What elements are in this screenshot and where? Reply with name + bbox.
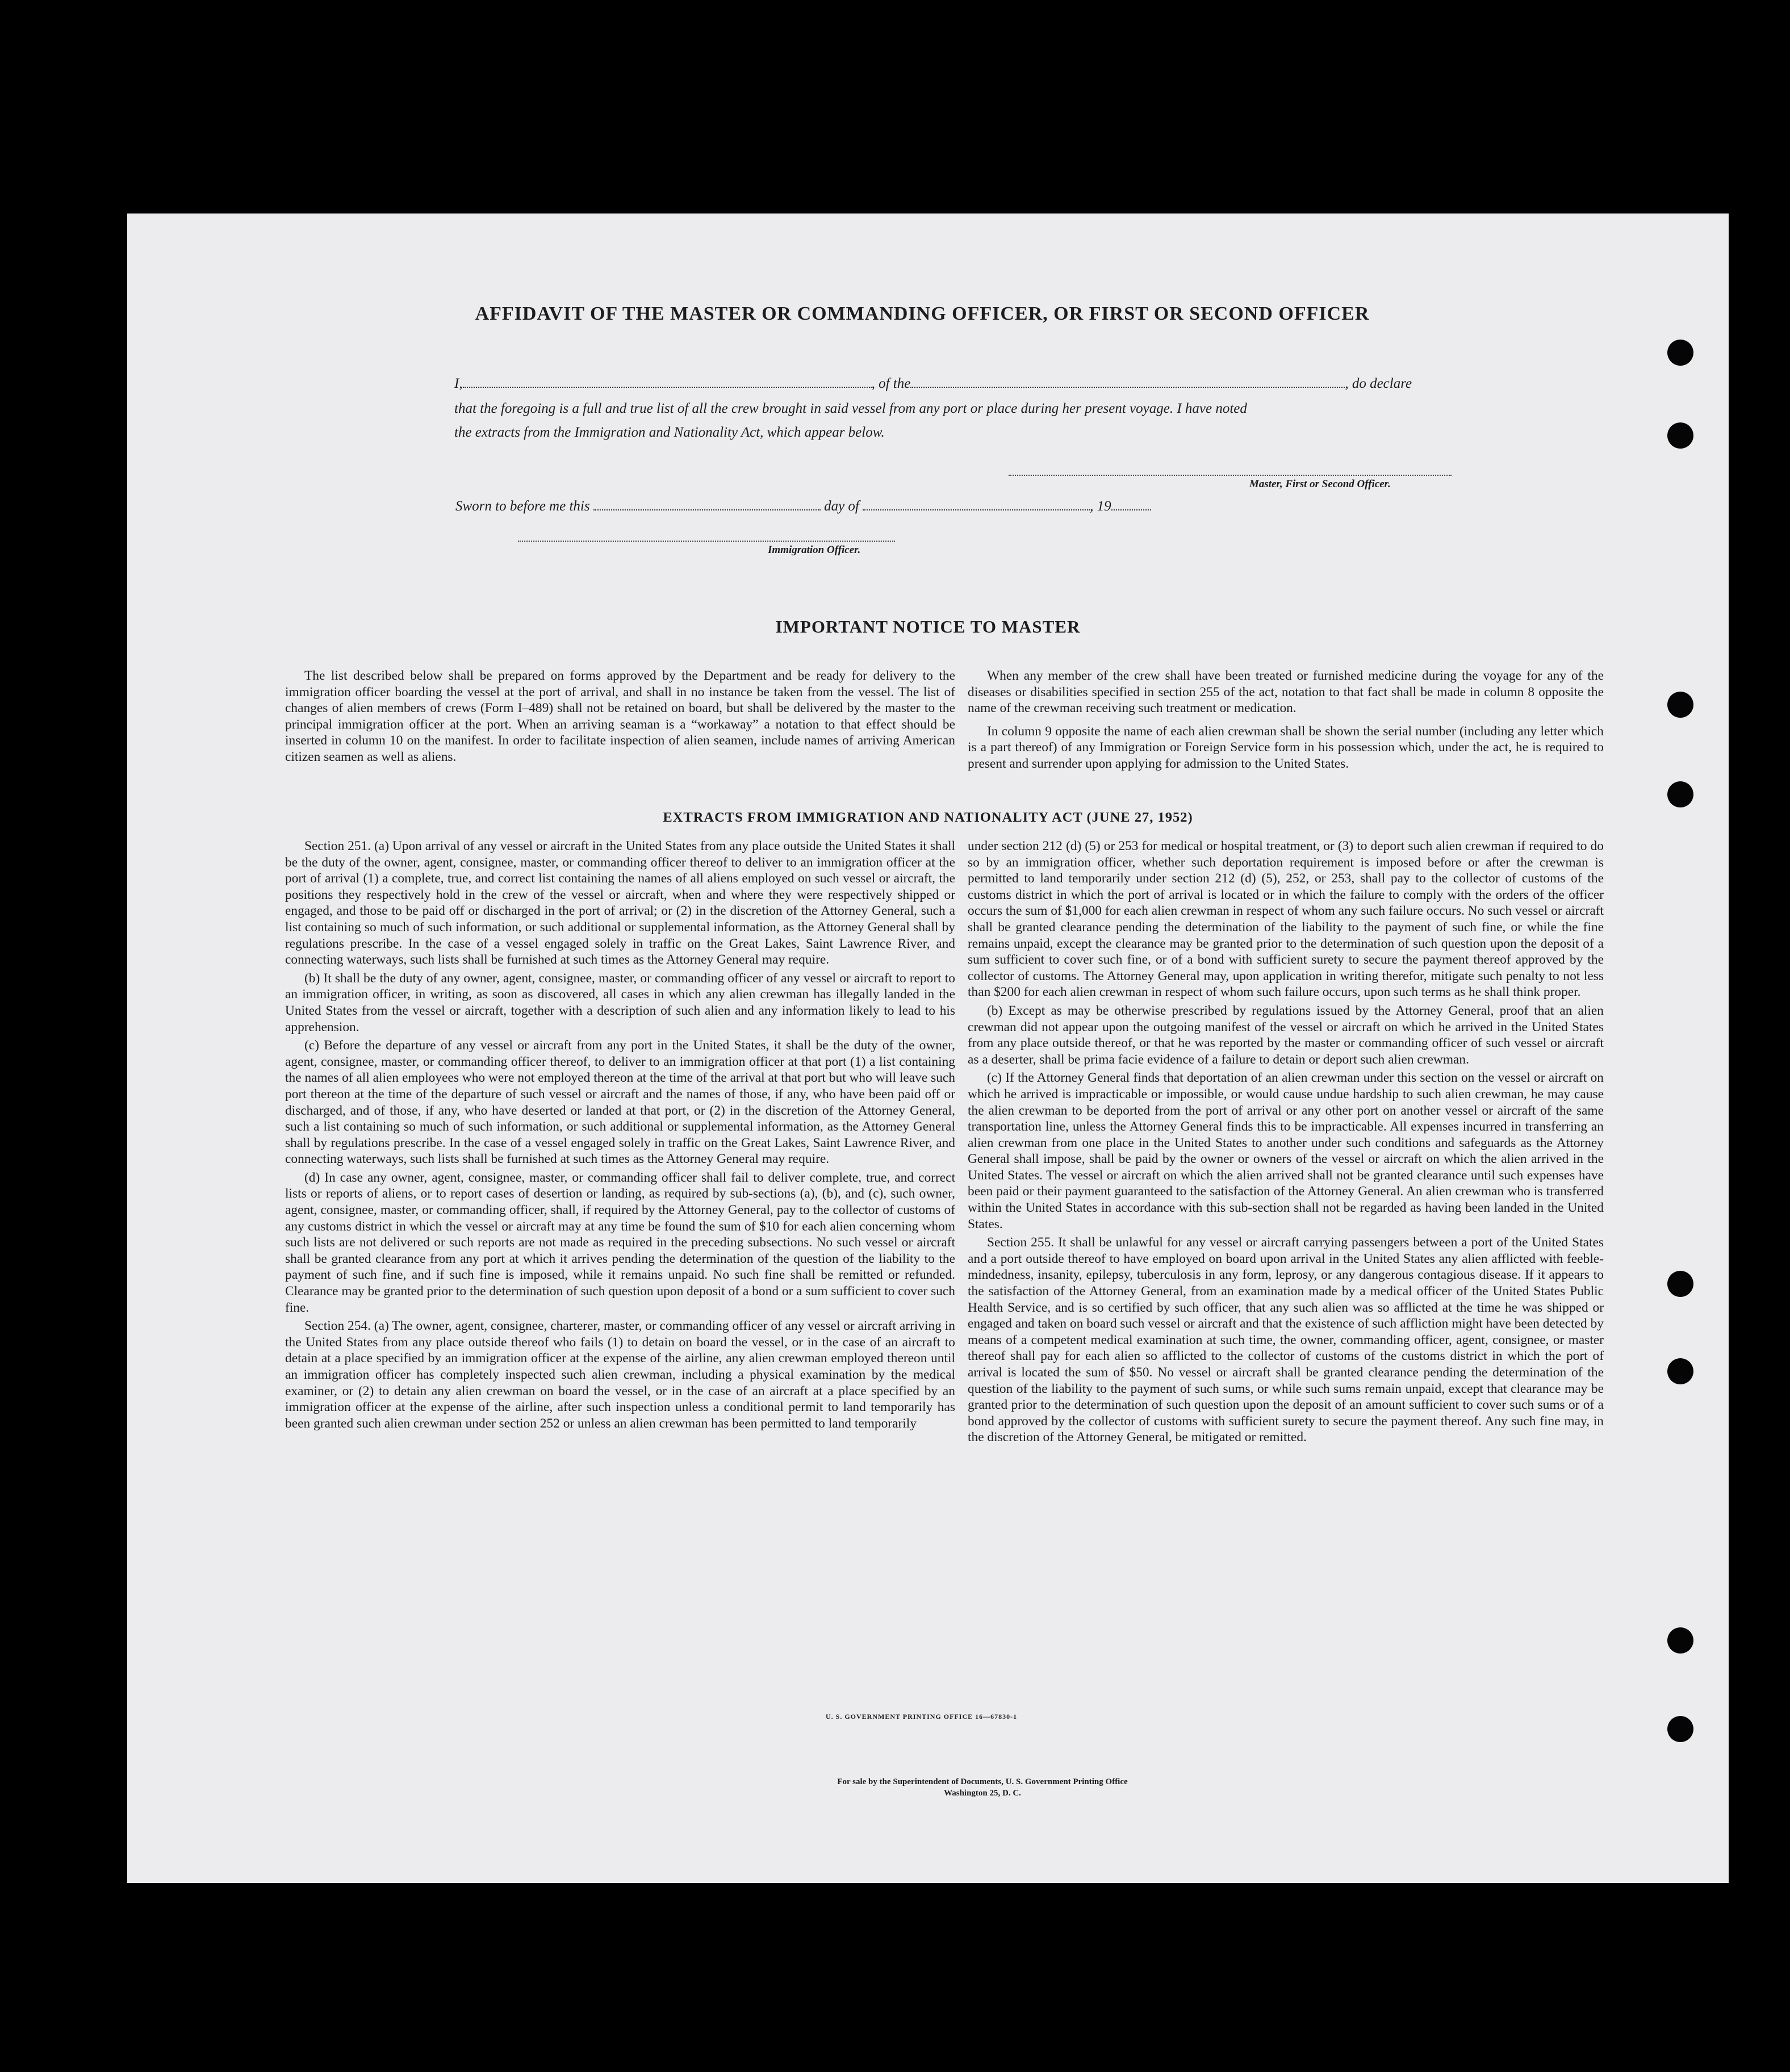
section-paragraph: (b) It shall be the duty of any owner, agent, consignee, master, or commanding officer of any vessel or aircraft to report to an immigration officer, in writing, as soon as discovered, all cases in which any alien crewman has illegally landed in the United States from the vessel or aircraft, together with a description of such alien and any information likely to lead to his apprehension.	[285, 970, 955, 1035]
binder-hole	[1667, 1271, 1693, 1297]
section-paragraph: (c) If the Attorney General finds that deportation of an alien crewman under this section on the vessel or aircraft on which he arrived is impracticable or impossible, or would cause undue hardship to such alien crewman, he may cause the alien crewman to be deported from the port of arrival or any other port on another vessel or aircraft of the same transportation line, unless the Attorney General finds this to be impracticable. All expenses incurred in transferring an alien crewman from one place in the United States to another under such conditions and safeguards as the Attorney General shall impose, shall be paid by the owner or owners of the vessel or aircraft on which the alien arrived in the United States. The vessel or aircraft on which the alien arrived shall not be granted clearance until such expenses have been paid or their payment guaranteed to the satisfaction of the Attorney General. An alien crewman who is transferred within the United States in accordance with this sub-section shall not be regarded as having been landed in the United States.	[968, 1070, 1604, 1232]
notice-paragraph: When any member of the crew shall have been treated or furnished medicine during the voyage for any of the diseases or disabilities specified in section 255 of the act, notation to that fact shall be made in column 8 opposite the name of the crewman receiving such treatment or medication.	[968, 668, 1604, 716]
extracts-title: EXTRACTS FROM IMMIGRATION AND NATIONALITY ACT (JUNE 27, 1952)	[663, 810, 1193, 825]
affidavit-statement: that the foregoing is a full and true list of all the crew brought in said vessel from any port or place during her present voyage. I have noted	[454, 401, 1247, 416]
binder-hole	[1667, 692, 1693, 718]
notice-title: IMPORTANT NOTICE TO MASTER	[775, 617, 1081, 637]
section-paragraph: Section 255. It shall be unlawful for any vessel or aircraft carrying passengers between a port of the United States and a port outside thereof to have employed on board upon arrival in the United States any alien afflicted with feeble-mindedness, insanity, epilepsy, tuberculosis in any form, leprosy, or any dangerous contagious disease. If it appears to the satisfaction of the Attorney General, from an examination made by a medical officer of the United States Public Health Service, and is so certified by such officer, that any such alien was so afflicted at the time he was shipped or engaged and taken on board such vessel or aircraft and that the existence of such affliction might have been detected by means of a competent medical examination at such time, the owner, commanding officer, agent, consignee, or master thereof shall pay for each alien so afflicted to the collector of customs of the customs district in which the port of arrival is located the sum of $50. No vessel or aircraft shall be granted clearance pending the determination of the question of the liability to the payment of such sums, or while such sums remain unpaid, except that clearance may be granted prior to the determination of such question upon the deposit of an amount sufficient to cover such sums or of a bond approved by the collector of customs with sufficient surety to secure the payment thereof. Any such fine may, in the discretion of the Attorney General, be mitigated or remitted.	[968, 1235, 1604, 1445]
master-signature-line	[1009, 475, 1452, 476]
sworn-day-blank	[593, 496, 821, 510]
notice-paragraph: The list described below shall be prepared on forms approved by the Department and be ready for delivery to the immigration officer boarding the vessel at the port of arrival, and shall in no instance be taken from the vessel. The list of changes of alien members of crews (Form I–489) shall not be retained on board, but shall be delivered by the master to the principal immigration officer at the port. When an arriving seaman is a “workaway” a notation to that effect should be inserted in column 10 on the manifest. In order to facilitate inspection of alien seamen, include names of arriving American citizen seamen as well as aliens.	[285, 668, 955, 764]
notice-left-column	[285, 668, 955, 768]
sworn-year-blank	[1111, 496, 1151, 510]
extracts-left-column	[285, 838, 955, 1434]
section-paragraph: (c) Before the departure of any vessel or aircraft from any port in the United States, it shall be the duty of the owner, agent, consignee, master, or commanding officer thereof, to deliver to an immigration officer at that port (1) a list containing the names of all alien employees who were not employed thereon at the time of the arrival at that port but who will leave such port thereon at the time of the departure of such vessel or aircraft and the names of those, if any, who have been paid off or discharged, and of those, if any, who have deserted or landed at that port, or (2) in the discretion of the Attorney General, such a list containing so much of such information, or such additional or supplemental information, as the Attorney General shall by regulations prescribe. In the case of a vessel engaged solely in traffic on the Great Lakes, Saint Lawrence River, and connecting waterways, such lists shall be furnished at such times as the Attorney General may require.	[285, 1038, 955, 1167]
section-paragraph: under section 212 (d) (5) or 253 for medical or hospital treatment, or (3) to deport such alien crewman if required to do so by an immigration officer, whether such deportation requirement is imposed before or after the crewman is permitted to land temporarily under section 212 (d) (5), 252, or 253, shall pay to the collector of customs of the customs district in which the port of arrival is located or in which the failure to comply with the orders of the officer occurs the sum of $1,000 for each alien crewman in respect of whom any such failure occurs. No such vessel or aircraft shall be granted clearance pending the determination of the liability to the payment of such fine, or while the fine remains unpaid, except the clearance may be granted prior to the determination of such question upon the deposit of a sum sufficient to cover such fine, or of a bond with sufficient surety to secure the payment thereof approved by the collector of customs. The Attorney General may, upon application in writing therefor, mitigate such penalty to not less than $200 for each alien crewman in respect of whom such failure occurs, upon such terms as he shall think proper.	[968, 839, 1604, 1000]
notice-paragraph: In column 9 opposite the name of each alien crewman shall be shown the serial number (including any letter which is a part thereof) of any Immigration or Foreign Service form in his possession which, under the act, he is required to present and surrender upon applying for admission to the United States.	[968, 723, 1604, 771]
section-paragraph: Section 254. (a) The owner, agent, consignee, charterer, master, or commanding officer of any vessel or aircraft arriving in the United States from any place outside thereof who fails (1) to detain on board the vessel, or in the case of an aircraft to detain at a place specified by an immigration officer at the expense of the airline, any alien crewman employed thereon until an immigration officer has completely inspected such alien crewman, including a physical examination by the medical examiner, or (2) to detain any alien crewman on board the vessel, or in the case of an aircraft at a place specified by an immigration officer at the expense of the airline, after such inspection unless a conditional permit to land temporarily has been granted such alien crewman under section 252 or unless an alien crewman has been permitted to land temporarily	[285, 1318, 955, 1431]
binder-hole	[1667, 1627, 1693, 1654]
section-paragraph: (d) In case any owner, agent, consignee, master, or commanding officer shall fail to deliver complete, true, and correct lists or reports of aliens, or to report cases of desertion or landing, as required by sub-sections (a), (b), and (c), such owner, agent, consignee, master, or commanding officer, shall, if required by the Attorney General, pay to the collector of customs of any customs district in which the vessel or aircraft may at any time be found the sum of $10 for each alien concerning whom such lists are not delivered or such reports are not made as required in the preceding subsections. No such vessel or aircraft shall be granted clearance from any port at which it arrives pending the determination of the question of the liability to the payment of such fine, and if such fine is imposed, while it remains unpaid. No such fine shall be remitted or refunded. Clearance may be granted prior to the determination of such question upon deposit of a bond or a sum sufficient to cover such fine.	[285, 1170, 955, 1315]
binder-hole	[1667, 422, 1693, 449]
officer-signature-line	[518, 541, 895, 542]
section-paragraph: (b) Except as may be otherwise prescribed by regulations issued by the Attorney General, proof that an alien crewman did not appear upon the outgoing manifest of the vessel or aircraft on which he arrived in the United States from any place outside thereof, or that he was reported by the master or commanding officer of such vessel or aircraft as a deserter, shall be prima facie evidence of a failure to detain or deport such alien crewman.	[968, 1003, 1604, 1067]
binder-hole	[1667, 1716, 1693, 1742]
notice-right-column	[968, 668, 1604, 775]
sale-notice: For sale by the Superintendent of Documents, U. S. Government Printing Office Washington 25, D. C.	[837, 1777, 1128, 1798]
form-sheet	[127, 214, 1729, 1883]
name-blank	[463, 373, 872, 388]
binder-hole	[1667, 1358, 1693, 1384]
printer-imprint: U. S. GOVERNMENT PRINTING OFFICE 16—67830-1	[826, 1713, 1018, 1721]
affidavit-statement-cont: the extracts from the Immigration and Nationality Act, which appear below.	[454, 425, 885, 440]
sworn-month-blank	[863, 496, 1090, 510]
master-caption: Master, First or Second Officer.	[1249, 478, 1391, 490]
affidavit-title: AFFIDAVIT OF THE MASTER OR COMMANDING OFFICER, OR FIRST OR SECOND OFFICER	[475, 303, 1370, 324]
binder-hole	[1667, 340, 1693, 366]
extracts-right-column	[968, 838, 1604, 1448]
binder-hole	[1667, 781, 1693, 807]
officer-caption: Immigration Officer.	[768, 544, 861, 556]
vessel-blank	[910, 373, 1345, 388]
sworn-line: Sworn to before me this day of , 19	[455, 494, 1364, 519]
affidavit-declaration-line: I, , of the , do declare	[454, 371, 1576, 396]
section-paragraph: Section 251. (a) Upon arrival of any vessel or aircraft in the United States from any place outside the United States it shall be the duty of the owner, agent, consignee, master, or commanding officer thereof to deliver to an immigration officer at the port of arrival (1) a complete, true, and correct list containing the names of all aliens employed on such vessel or aircraft, the positions they respectively hold in the crew of the vessel or aircraft, when and where they were respectively shipped or engaged, and those to be paid off or discharged in the port of arrival; or (2) in the discretion of the Attorney General, such a list containing so much of such information, or such additional or supplemental information, as the Attorney General shall by regulations prescribe. In the case of a vessel engaged solely in traffic on the Great Lakes, Saint Lawrence River, and connecting waterways, such lists shall be furnished at such times as the Attorney General may require.	[285, 839, 955, 968]
